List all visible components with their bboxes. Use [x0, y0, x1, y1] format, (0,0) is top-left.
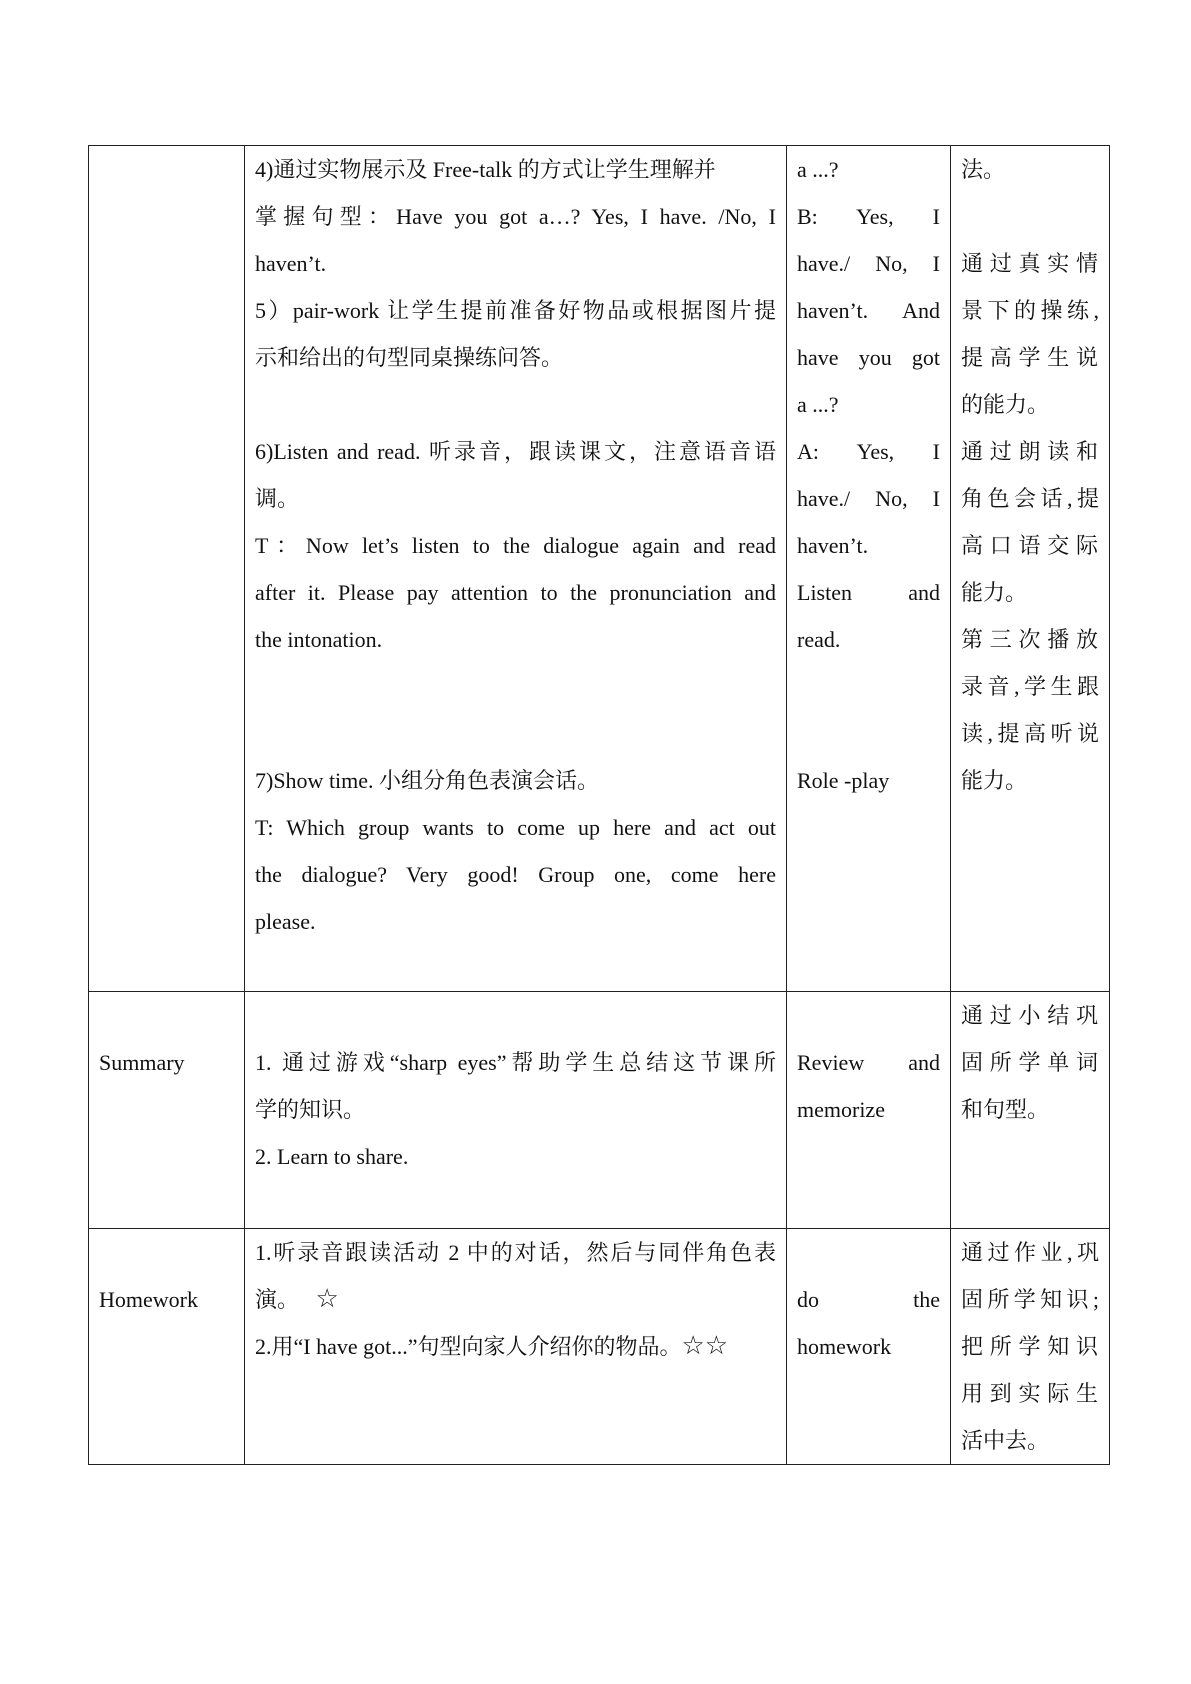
- purpose-line: 法。: [961, 157, 1006, 182]
- homework-purpose-line-2: 固所学知识;: [961, 1287, 1099, 1312]
- activities-cell: [245, 1229, 787, 1465]
- purpose-line: 读,提高听说: [961, 721, 1099, 746]
- spacer: [255, 710, 776, 757]
- activity-7-line-2: T: Which group wants to come up here and act out: [255, 815, 776, 840]
- table-row-homework: [89, 1229, 1110, 1465]
- spacer: [99, 1229, 234, 1276]
- double-star-icon: ☆☆: [681, 1331, 729, 1361]
- spacer: [797, 710, 940, 757]
- spacer: [797, 663, 940, 710]
- student-line: A: Yes, I: [797, 439, 940, 464]
- spacer: [255, 381, 776, 428]
- purpose-line: 提高学生说: [961, 345, 1099, 370]
- student-line: B: Yes, I: [797, 204, 940, 229]
- purpose-line: 的能力。: [961, 392, 1050, 417]
- spacer: [797, 992, 940, 1039]
- activity-4-line-3: haven’t.: [255, 251, 327, 276]
- student-activity-cell: [787, 146, 951, 992]
- purpose-line: 景下的操练,: [961, 298, 1099, 323]
- purpose-cell: [951, 146, 1110, 992]
- activity-5-line-1: 5）pair-work 让学生提前准备好物品或根据图片提: [255, 298, 776, 323]
- homework-purpose-line-5: 活中去。: [961, 1428, 1050, 1453]
- student-activity-cell: [787, 992, 951, 1229]
- summary-activity-line-3: 2. Learn to share.: [255, 1144, 409, 1169]
- spacer: [99, 992, 234, 1039]
- purpose-line: 高口语交际: [961, 533, 1099, 558]
- stage-cell: [89, 1229, 245, 1465]
- stage-label-homework: Homework: [99, 1287, 198, 1312]
- homework-student-line-2: homework: [797, 1334, 892, 1359]
- spacer: [961, 193, 1099, 240]
- homework-purpose-line-1: 通过作业,巩: [961, 1240, 1099, 1265]
- summary-activity-line-2: 学的知识。: [255, 1097, 366, 1122]
- homework-student-line-1: do the: [797, 1287, 940, 1312]
- purpose-line: 通过真实情: [961, 251, 1099, 276]
- homework-activity-line-2-text: 演。: [255, 1287, 300, 1312]
- purpose-line: 通过朗读和: [961, 439, 1099, 464]
- homework-activity-line-2: [255, 1276, 776, 1323]
- student-line: Role -play: [797, 768, 890, 793]
- lesson-plan-table: [88, 145, 1110, 1465]
- student-line: a ...?: [797, 157, 839, 182]
- student-line: have./ No, I: [797, 251, 940, 276]
- purpose-line: 能力。: [961, 768, 1028, 793]
- activity-7-line-4: please.: [255, 909, 316, 934]
- activity-6-line-1: 6)Listen and read. 听录音，跟读课文，注意语音语: [255, 439, 776, 464]
- stage-cell-empty: [89, 146, 245, 992]
- activity-4-line-2: 掌握句型：Have you got a…? Yes, I have. /No, I: [255, 204, 776, 229]
- spacer: [797, 1229, 940, 1276]
- homework-activity-line-3: [255, 1323, 776, 1370]
- stage-label-summary: Summary: [99, 1050, 185, 1075]
- activity-6-line-4: after it. Please pay attention to the pronunciation and: [255, 580, 776, 605]
- activities-cell: [245, 146, 787, 992]
- activity-7-line-1: 7)Show time. 小组分角色表演会话。: [255, 768, 600, 793]
- activity-5-line-2: 示和给出的句型同桌操练问答。: [255, 345, 564, 370]
- purpose-line: 录音,学生跟: [961, 674, 1099, 699]
- summary-student-line-1: Review and: [797, 1050, 940, 1075]
- summary-activity-line-1: 1. 通过游戏“sharp eyes”帮助学生总结这节课所: [255, 1050, 776, 1075]
- student-line: a ...?: [797, 392, 839, 417]
- purpose-cell: [951, 1229, 1110, 1465]
- spacer: [255, 992, 776, 1039]
- summary-purpose-line-1: 通过小结巩: [961, 1003, 1099, 1028]
- student-activity-cell: [787, 1229, 951, 1465]
- stage-cell: [89, 992, 245, 1229]
- summary-purpose-line-2: 固所学单词: [961, 1050, 1099, 1075]
- purpose-line: 能力。: [961, 580, 1028, 605]
- activity-6-line-3: T：Now let’s listen to the dialogue again and read: [255, 533, 776, 558]
- activity-6-line-5: the intonation.: [255, 627, 383, 652]
- homework-activity-line-3-text: 2.用“I have got...”句型向家人介绍你的物品。: [255, 1334, 682, 1359]
- student-line: Listen and: [797, 580, 940, 605]
- activity-6-line-2: 调。: [255, 486, 300, 511]
- summary-student-line-2: memorize: [797, 1097, 885, 1122]
- student-line: read.: [797, 627, 841, 652]
- spacer: [255, 663, 776, 710]
- activity-7-line-3: the dialogue? Very good! Group one, come here: [255, 862, 776, 887]
- purpose-line: 第三次播放: [961, 627, 1099, 652]
- purpose-cell: [951, 992, 1110, 1229]
- purpose-line: 角色会话,提: [961, 486, 1099, 511]
- summary-purpose-line-3: 和句型。: [961, 1097, 1050, 1122]
- student-line: have./ No, I: [797, 486, 940, 511]
- table-row-main-steps: [89, 146, 1110, 992]
- table-row-summary: [89, 992, 1110, 1229]
- homework-activity-line-1: 1.听录音跟读活动 2 中的对话，然后与同伴角色表: [255, 1240, 776, 1265]
- homework-purpose-line-4: 用到实际生: [961, 1381, 1099, 1406]
- activity-4-line-1: 4)通过实物展示及 Free-talk 的方式让学生理解并: [255, 157, 716, 182]
- homework-purpose-line-3: 把所学知识: [961, 1334, 1099, 1359]
- activities-cell: [245, 992, 787, 1229]
- student-line: haven’t.: [797, 533, 869, 558]
- star-icon: ☆: [315, 1284, 339, 1314]
- student-line: haven’t. And: [797, 298, 940, 323]
- student-line: have you got: [797, 345, 940, 370]
